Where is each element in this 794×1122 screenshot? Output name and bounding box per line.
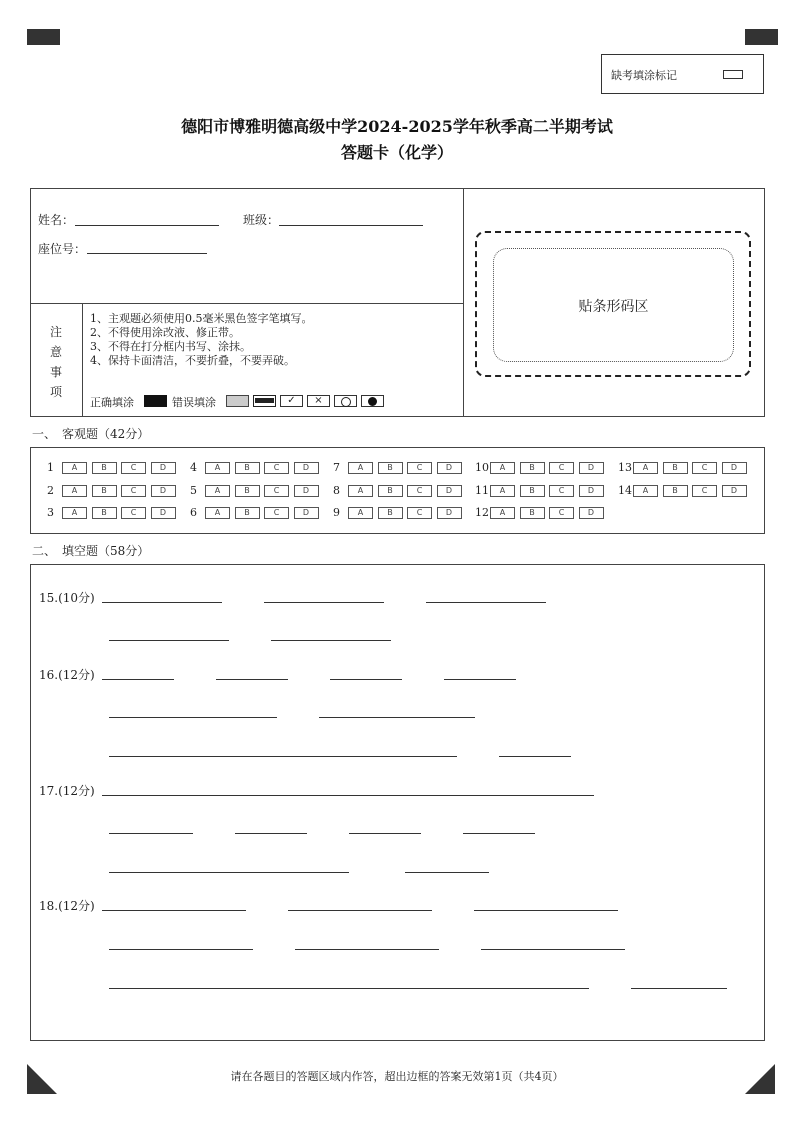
answer-line[interactable]	[481, 949, 625, 950]
answer-line[interactable]	[109, 988, 589, 989]
answer-bubble[interactable]: B	[378, 485, 403, 497]
correct-fill-swatch	[144, 395, 167, 407]
question-number: 6	[190, 506, 197, 519]
note-item: 4、保持卡面清洁，不要折叠，不要弄破。	[90, 354, 295, 367]
answer-bubble[interactable]: B	[235, 462, 260, 474]
absent-mark-box	[601, 54, 764, 94]
answer-bubble[interactable]: A	[348, 485, 373, 497]
answer-bubble[interactable]: D	[437, 485, 462, 497]
answer-bubble[interactable]: D	[722, 485, 747, 497]
question-label: 16.(12分)	[39, 668, 95, 682]
check-icon: ✓	[287, 395, 296, 406]
answer-bubble[interactable]: A	[205, 462, 230, 474]
wrong-fill-bar-swatch	[253, 395, 276, 407]
wrong-fill-circle-swatch	[334, 395, 357, 407]
section2-title: 二、 填空题（58分）	[32, 544, 150, 558]
answer-bubble[interactable]: A	[633, 462, 658, 474]
question-label: 18.(12分)	[39, 899, 95, 913]
answer-line[interactable]	[405, 872, 489, 873]
question-number: 7	[333, 461, 340, 474]
answer-line[interactable]	[102, 679, 174, 680]
correct-fill-label: 正确填涂	[90, 396, 134, 409]
dot-icon	[368, 397, 377, 406]
answer-line[interactable]	[319, 717, 475, 718]
class-field[interactable]	[279, 225, 423, 226]
answer-bubble[interactable]: A	[62, 462, 87, 474]
question-number: 9	[333, 506, 340, 519]
cross-icon: ×	[314, 395, 323, 406]
answer-bubble[interactable]: C	[407, 462, 432, 474]
note-item: 1、主观题必须使用0.5毫米黑色签字笔填写。	[90, 312, 313, 325]
answer-bubble[interactable]: A	[490, 462, 515, 474]
answer-bubble[interactable]: B	[92, 507, 117, 519]
notes-heading-char: 注	[49, 325, 62, 339]
exam-title: 德阳市博雅明德高级中学2024-2025学年秋季高二半期考试	[181, 117, 613, 136]
answer-bubble[interactable]: D	[151, 507, 176, 519]
question-label: 15.(10分)	[39, 591, 95, 605]
answer-bubble[interactable]: D	[294, 485, 319, 497]
question-number: 13	[618, 461, 632, 474]
note-item: 3、不得在打分框内书写、涂抹。	[90, 340, 251, 353]
answer-line[interactable]	[109, 640, 229, 641]
answer-bubble[interactable]: B	[235, 507, 260, 519]
barcode-area	[493, 248, 734, 362]
answer-line[interactable]	[235, 833, 307, 834]
answer-bubble[interactable]: C	[549, 462, 574, 474]
answer-bubble[interactable]: D	[579, 507, 604, 519]
answer-bubble[interactable]: A	[205, 507, 230, 519]
answer-line[interactable]	[109, 833, 193, 834]
answer-bubble[interactable]: D	[579, 485, 604, 497]
wrong-fill-gray-swatch	[226, 395, 249, 407]
card-title: 答题卡（化学）	[340, 143, 453, 162]
question-number: 2	[47, 484, 54, 497]
answer-bubble[interactable]: C	[549, 507, 574, 519]
answer-line[interactable]	[288, 910, 432, 911]
answer-line[interactable]	[499, 756, 571, 757]
footer-note: 请在各题目的答题区域内作答，超出边框的答案无效第1页（共4页）	[230, 1070, 564, 1083]
name-field[interactable]	[75, 225, 219, 226]
notes-heading-char: 项	[49, 385, 62, 399]
notes-list	[90, 312, 313, 368]
answer-bubble[interactable]: B	[92, 485, 117, 497]
answer-bubble[interactable]: B	[663, 462, 688, 474]
answer-bubble[interactable]: D	[294, 462, 319, 474]
answer-bubble[interactable]: C	[692, 485, 717, 497]
question-number: 3	[47, 506, 54, 519]
answer-bubble[interactable]: C	[407, 485, 432, 497]
answer-bubble[interactable]: A	[205, 485, 230, 497]
seat-field[interactable]	[87, 253, 207, 254]
question-number: 5	[190, 484, 197, 497]
answer-bubble[interactable]: C	[121, 507, 146, 519]
notes-heading	[45, 322, 67, 402]
answer-line[interactable]	[349, 833, 421, 834]
answer-bubble[interactable]: B	[378, 462, 403, 474]
answer-bubble[interactable]: D	[437, 462, 462, 474]
answer-bubble[interactable]: A	[62, 485, 87, 497]
answer-bubble[interactable]: B	[663, 485, 688, 497]
wrong-fill-label: 错误填涂	[172, 396, 216, 409]
answer-line[interactable]	[102, 795, 594, 796]
section1-title: 一、 客观题（42分）	[32, 427, 150, 441]
answer-bubble[interactable]: B	[378, 507, 403, 519]
answer-bubble[interactable]: A	[348, 462, 373, 474]
answer-line[interactable]	[631, 988, 727, 989]
answer-bubble[interactable]: D	[722, 462, 747, 474]
wrong-fill-check-swatch	[280, 395, 303, 407]
question-number: 8	[333, 484, 340, 497]
answer-line[interactable]	[271, 640, 391, 641]
class-label: 班级：	[243, 213, 280, 227]
notes-heading-divider	[82, 303, 83, 417]
answer-line[interactable]	[216, 679, 288, 680]
question-number: 10	[475, 461, 489, 474]
answer-bubble[interactable]: A	[348, 507, 373, 519]
answer-bubble[interactable]: A	[490, 507, 515, 519]
answer-bubble[interactable]: D	[151, 462, 176, 474]
answer-line[interactable]	[102, 910, 246, 911]
answer-bubble[interactable]: C	[121, 462, 146, 474]
notes-heading-char: 事	[49, 365, 62, 379]
answer-bubble[interactable]: A	[633, 485, 658, 497]
info-divider-horizontal	[30, 303, 464, 304]
answer-line[interactable]	[102, 602, 222, 603]
answer-bubble[interactable]: B	[92, 462, 117, 474]
answer-bubble[interactable]: C	[264, 462, 289, 474]
answer-line[interactable]	[109, 949, 253, 950]
answer-bubble[interactable]: C	[407, 507, 432, 519]
answer-line[interactable]	[264, 602, 384, 603]
notes-heading-char: 意	[49, 345, 62, 359]
question-number: 1	[47, 461, 54, 474]
absent-mark-label: 缺考填涂标记	[611, 69, 677, 82]
answer-line[interactable]	[295, 949, 439, 950]
question-number: 14	[618, 484, 632, 497]
answer-bubble[interactable]: A	[62, 507, 87, 519]
answer-bubble[interactable]: B	[520, 485, 545, 497]
top-left-mark	[27, 29, 60, 45]
answer-line[interactable]	[330, 679, 402, 680]
answer-bubble[interactable]: C	[264, 485, 289, 497]
answer-bubble[interactable]: B	[520, 462, 545, 474]
answer-line[interactable]	[426, 602, 546, 603]
answer-bubble[interactable]: D	[294, 507, 319, 519]
answer-bubble[interactable]: C	[549, 485, 574, 497]
answer-bubble[interactable]: B	[520, 507, 545, 519]
question-number: 11	[475, 484, 489, 497]
answer-bubble[interactable]: D	[151, 485, 176, 497]
answer-bubble[interactable]: C	[121, 485, 146, 497]
top-right-mark	[745, 29, 778, 45]
question-label: 17.(12分)	[39, 784, 95, 798]
answer-line[interactable]	[109, 872, 349, 873]
question-number: 12	[475, 506, 489, 519]
note-item: 2、不得使用涂改液、修正带。	[90, 326, 240, 339]
answer-bubble[interactable]: B	[235, 485, 260, 497]
circle-icon	[341, 397, 351, 407]
answer-bubble[interactable]: D	[437, 507, 462, 519]
answer-bubble[interactable]: C	[264, 507, 289, 519]
question-number: 4	[190, 461, 197, 474]
barcode-label: 贴条形码区	[578, 299, 649, 315]
answer-line[interactable]	[109, 756, 457, 757]
name-label: 姓名：	[38, 213, 75, 227]
absent-mark-fill-box[interactable]	[723, 70, 743, 79]
answer-bubble[interactable]: A	[490, 485, 515, 497]
wrong-fill-cross-swatch	[307, 395, 330, 407]
answer-bubble[interactable]: C	[692, 462, 717, 474]
answer-bubble[interactable]: D	[579, 462, 604, 474]
answer-line[interactable]	[463, 833, 535, 834]
wrong-fill-dot-swatch	[361, 395, 384, 407]
seat-label: 座位号：	[38, 242, 87, 256]
answer-line[interactable]	[474, 910, 618, 911]
fill-blank-box	[30, 564, 765, 1041]
answer-line[interactable]	[444, 679, 516, 680]
answer-line[interactable]	[109, 717, 277, 718]
